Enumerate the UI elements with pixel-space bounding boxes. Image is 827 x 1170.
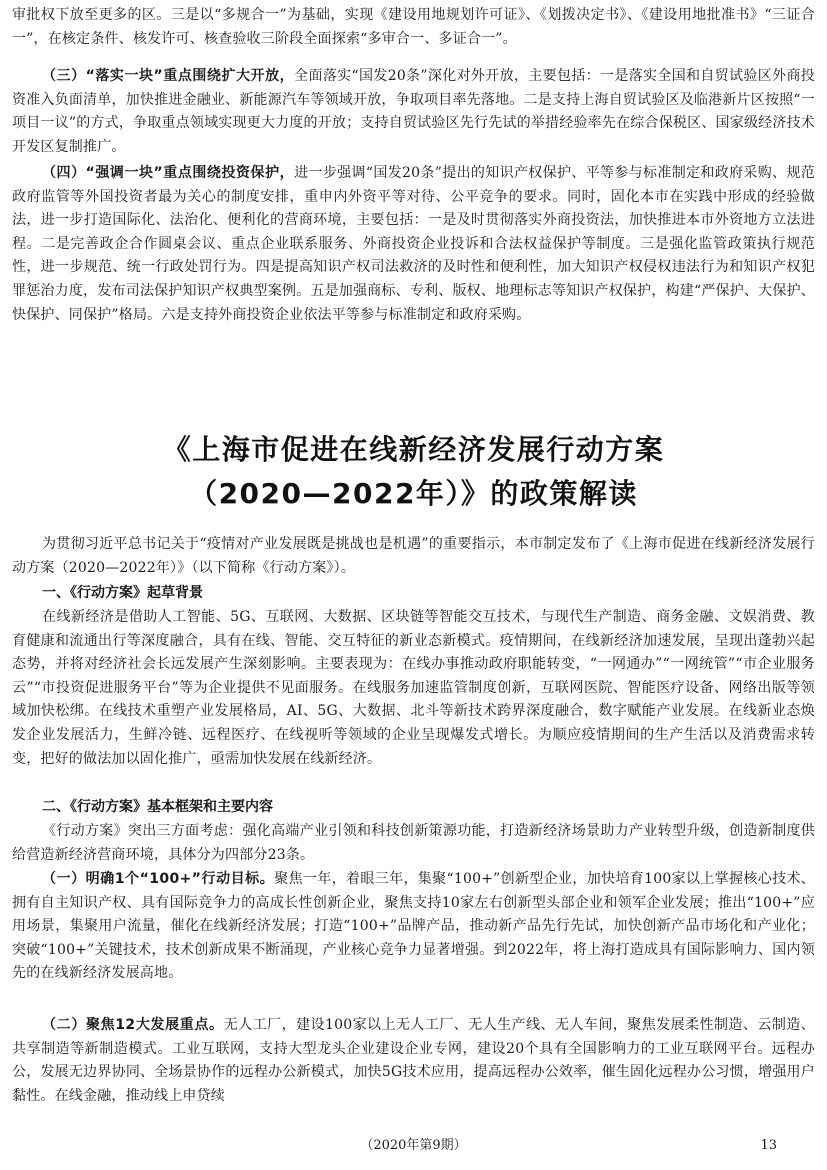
paragraph-lead: （一）明确1个“100+”行动目标。 [42, 871, 275, 887]
page-number: 13 [760, 1138, 777, 1153]
paragraph-lead: （四）“强调一块”重点围绕投资保护， [42, 165, 295, 181]
paragraph-text: 审批权下放至更多的区。三是以“多规合一”为基础，实现《建设用地规划许可证》、《划拨决定书》、《建设用地批准书》“三证合一”，在核定条件、核发许可、核查验收三阶段全面探索“多审合一、多证合一”。 [12, 7, 815, 47]
paragraph-text: 为贯彻习近平总书记关于“疫情对产业发展既是挑战也是机遇”的重要指示，本市制定发布了《上海市促进在线新经济发展行动方案（2020—2022年）》（以下简称《行动方案》）。 [12, 536, 815, 576]
paragraph-goal [12, 868, 815, 986]
paragraph-text: 在线新经济是借助人工智能、5G、互联网、大数据、区块链等智能交互技术，与现代生产制造、商务金融、文娱消费、教育健康和流通出行等深度融合，具有在线、智能、交互特征的新业态新模式。疫情期间，在线新经济加速发展，呈现出蓬勃兴起态势，并将对经济社会长远发展产生深刻影响。主要表现为：在线办事推动政府职能转变，“一网通办”“一网统管”“市企业服务云”“市投资促进服务平台”等为企业提供不见面服务。在线服务加速监管制度创新，互联网医院、智能医疗设备、网络出版等领域加快松绑。在线技术重塑产业发展格局，AI、5G、大数据、北斗等新技术跨界深度融合，数字赋能产业发展。在线新业态焕发企业发展活力，生鲜冷链、远程医疗、在线视听等领域的企业呈现爆发式增长。为顺应疫情期间的生产生活以及消费需求转变，把好的做法加以固化推广，亟需加快发展在线新经济。 [12, 609, 815, 767]
paragraph-text: 全面落实“国发20条”深化对外开放，主要包括：一是落实全国和自贸试验区外商投资准入负面清单，加快推进金融业、新能源汽车等领域开放，争取项目率先落地。二是支持上海自贸试验区及临港新片区按照“一项目一议”的方式，争取重点领域实现更大力度的开放；支持自贸试验区先行先试的举措经验率先在综合保税区、国家级经济技术开发区复制推广。 [12, 68, 815, 155]
paragraph-opening [12, 65, 815, 159]
paragraph-investment-protection [12, 162, 815, 327]
paragraph-text: 聚焦一年，着眼三年，集聚“100+”创新型企业，加快培育100家以上掌握核心技术、拥有自主知识产权、具有国际竞争力的高成长性创新企业，聚焦支持10家左右创新型头部企业和领军企业发展；推出“100+”应用场景，集聚用户流量，催化在线新经济发展；打造“100+”品牌产品，推动新产品先行先试，加快创新产品市场化和产业化；突破“100+”关键技术，技术创新成果不断涌现，产业核心竞争力显著增强。到2022年，将上海打造成具有国际影响力、国内领先的在线新经济发展高地。 [12, 871, 816, 982]
section-heading-background: 一、《行动方案》起草背景 [42, 585, 203, 601]
paragraph-lead: （三）“落实一块”重点围绕扩大开放， [42, 68, 295, 84]
article-intro [12, 533, 815, 580]
issue-label: （2020年第9期） [360, 1138, 467, 1153]
paragraph-text: 无人工厂，建设100家以上无人工厂、无人生产线、无人车间，聚焦发展柔性制造、云制造、共享制造等新制造模式。工业互联网，支持大型龙头企业建设企业专网，建设20个具有全国影响力的工业互联网平台。远程办公，发展无边界协同、全场景协作的远程办公新模式，加快5G技术应用，提高远程办公效率，催生固化远程办公习惯，增强用户黏性。在线金融，推动线上申贷续 [12, 1017, 816, 1104]
paragraph-lead: （二）聚焦12大发展重点。 [42, 1017, 224, 1033]
paragraph-text: 进一步强调“国发20条”提出的知识产权保护、平等参与标准制定和政府采购、规范政府监管等外国投资者最为关心的制度安排，重申内外资平等对待、公平竞争的要求。同时，固化本市在实践中形成的经验做法，进一步打造国际化、法治化、便利化的营商环境，主要包括：一是及时贯彻落实外商投资法，加快推进本市外资地方立法进程。二是完善政企合作圆桌会议、重点企业联系服务、外商投资企业投诉和合法权益保护等制度。三是强化监管政策执行规范性，进一步规范、统一行政处罚行为。四是提高知识产权司法救济的及时性和便利性，加大知识产权侵权违法行为和知识产权犯罪惩治力度，发布司法保护知识产权典型案例。五是加强商标、专利、版权、地理标志等知识产权保护，构建“严保护、大保护、快保护、同保护”格局。六是支持外商投资企业依法平等参与标准制定和政府采购。 [12, 165, 815, 323]
article-title-line1: 《上海市促进在线新经济发展行动方案 [162, 433, 665, 466]
paragraph-focus-areas [12, 1014, 815, 1108]
article-title-line2: （2020—2022年）》的政策解读 [189, 477, 638, 510]
paragraph-text: 《行动方案》突出三方面考虑：强化高端产业引领和科技创新策源功能，打造新经济场景助力产业转型升级，创造新制度供给营造新经济营商环境，具体分为四部分23条。 [12, 823, 815, 863]
section-heading-framework: 二、《行动方案》基本框架和主要内容 [42, 799, 273, 815]
paragraph-framework [12, 820, 815, 867]
paragraph-approval [12, 4, 815, 51]
paragraph-background [12, 606, 815, 771]
